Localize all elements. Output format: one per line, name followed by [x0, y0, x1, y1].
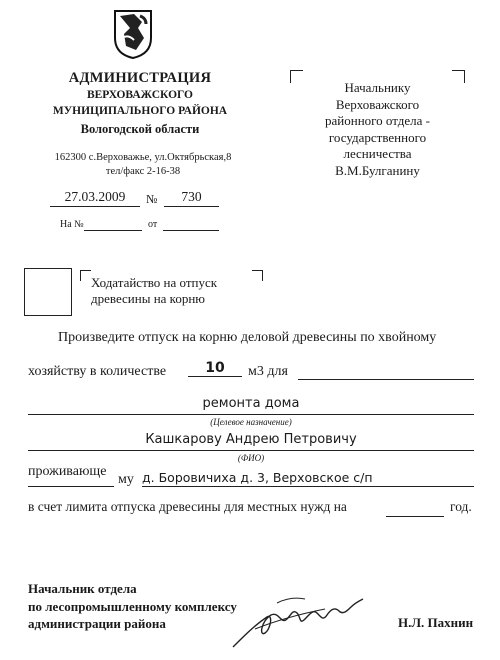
purpose-line [28, 414, 474, 415]
org-address: 162300 с.Верховажье, ул.Октябрьская,8 [54, 152, 232, 163]
addressee-block [290, 80, 465, 179]
subject-block [91, 275, 217, 307]
signatory-title-line: по лесопромышленному комплексу [28, 598, 237, 614]
handwritten-signature [225, 585, 370, 655]
addressee-line: В.М.Булганину [335, 162, 420, 178]
org-municipal: МУНИЦИПАЛЬНОГО РАЙОНА [52, 105, 228, 117]
fio-line [28, 450, 474, 451]
body-paragraph-1: Произведите отпуск на корню деловой древесины по хвойному [58, 330, 437, 345]
fio-value: Кашкарову Андрею Петровичу [145, 432, 357, 447]
residing-line-left [28, 486, 114, 487]
reference-date-line [163, 230, 219, 231]
signatory-title-line: администрации района [28, 616, 166, 631]
addressee-line: Начальнику [344, 80, 411, 95]
org-region: Вологодской области [80, 122, 200, 136]
letter-date: 27.03.2009 [50, 189, 140, 207]
subject-line: Ходатайство на отпуск [91, 275, 218, 290]
residing-prefix: проживающе [28, 464, 107, 479]
addressee-line: Верховажского [335, 96, 420, 112]
stamp-box [24, 268, 72, 316]
year-line [386, 516, 444, 517]
purpose-value: ремонта дома [202, 396, 300, 411]
subject-line: древесины на корню [91, 291, 206, 306]
residing-value: д. Боровичиха д. 3, Верховское с/п [142, 470, 402, 487]
signatory-name: Н.Л. Пахнин [398, 615, 474, 630]
quantity-value: 10 [188, 360, 242, 377]
subject-corner-right [252, 270, 263, 281]
residing-line-right [402, 486, 474, 487]
year-label: год. [450, 499, 472, 514]
number-label: № [146, 192, 158, 206]
residing-suffix: му [118, 472, 134, 487]
quantity-prefix: хозяйству в количестве [28, 364, 167, 379]
letter-number: 730 [164, 189, 219, 207]
limit-text: в счет лимита отпуска древесины для местных нужд на [28, 499, 347, 514]
org-district: ВЕРХОВАЖСКОГО [86, 89, 194, 101]
quantity-line-end [298, 379, 474, 380]
signatory-title-line: Начальник отдела [28, 581, 137, 596]
purpose-caption: (Целевое назначение) [210, 417, 292, 427]
signatory-title [28, 580, 237, 633]
quantity-suffix: м3 для [248, 364, 288, 379]
addressee-line: районного отдела - [325, 113, 430, 128]
reference-label: На № [60, 219, 84, 230]
subject-corner-left [80, 270, 91, 281]
reference-from-label: от [148, 219, 158, 230]
org-phone: тел/факс 2-16-38 [105, 166, 181, 177]
reference-number-line [84, 230, 142, 231]
org-name: АДМИНИСТРАЦИЯ [68, 70, 212, 86]
addressee-line: лесничества [343, 146, 412, 161]
fio-caption: (ФИО) [237, 453, 265, 463]
coat-of-arms-icon [112, 8, 154, 60]
addressee-line: государственного [328, 129, 427, 145]
